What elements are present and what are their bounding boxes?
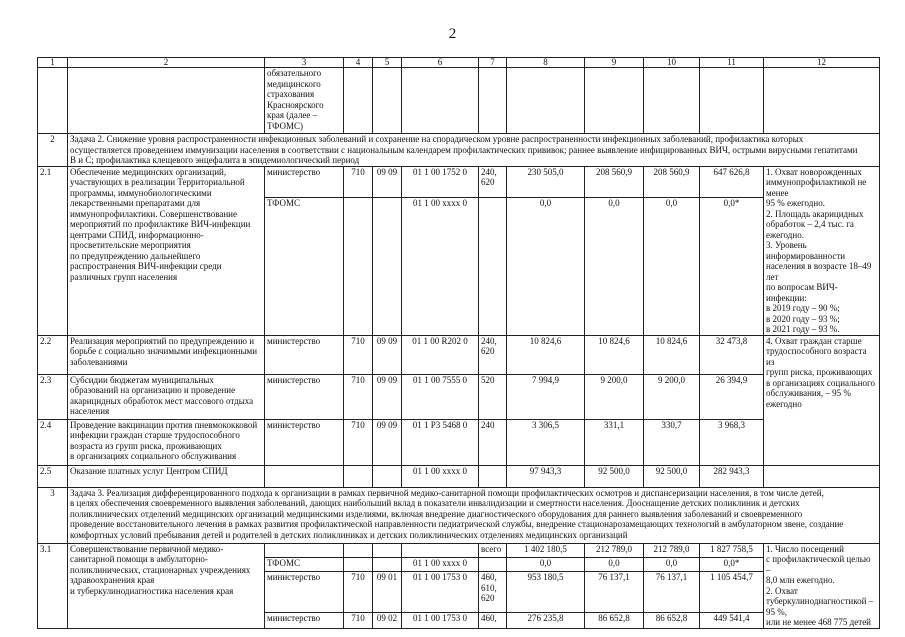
value-cell: 92 500,0 bbox=[644, 465, 700, 487]
value-cell: 92 500,0 bbox=[585, 465, 644, 487]
activity-name: Совершенствование первичной медико- санитарной помощи в амбулаторно- поликлинических, стационарных учреждениях здравоохранения края и туберкулинодиагностика населения края bbox=[68, 543, 265, 628]
rzpr-cell: 09 09 bbox=[373, 374, 402, 419]
row-number: 2.5 bbox=[38, 465, 68, 487]
task-text: Задача 2. Снижение уровня распространенности инфекционных заболеваний и сохранение на спорадическом уровне распространенности инфекционных заболеваний, профилактика которых осуществляется проведением иммунизации населения в соответствии с национальным календарем профилактических прививок; раннее выявление инфицированных ВИЧ, острыми вирусными гепатитами В и С; профилактика клещевого энцефалита в эпидемиологический период bbox=[68, 134, 880, 167]
row-number: 2.3 bbox=[38, 374, 68, 419]
vr-cell: всего bbox=[479, 543, 507, 557]
header-row bbox=[38, 58, 880, 68]
grbs-cell: 710 bbox=[344, 572, 373, 613]
vr-cell: 460, 610, 620 bbox=[479, 572, 507, 613]
value-cell: 3 968,3 bbox=[700, 419, 764, 465]
executor-cell: ТФОМС bbox=[265, 198, 344, 335]
value-cell: 0,0 bbox=[644, 557, 700, 571]
header-cell: 4 bbox=[344, 58, 373, 68]
value-cell: 0,0* bbox=[700, 557, 764, 571]
vr-cell: 520 bbox=[479, 374, 507, 419]
value-cell: 1 827 758,5 bbox=[700, 543, 764, 557]
row-number: 2.4 bbox=[38, 419, 68, 465]
csr-cell: 01 1 00 xxxx 0 bbox=[402, 198, 479, 335]
value-cell: 10 824,6 bbox=[507, 335, 585, 374]
value-cell: 282 943,3 bbox=[700, 465, 764, 487]
value-cell: 26 394,9 bbox=[700, 374, 764, 419]
task-number: 3 bbox=[38, 487, 68, 543]
header-cell: 12 bbox=[764, 58, 880, 68]
value-cell: 76 137,1 bbox=[644, 572, 700, 613]
task-number: 2 bbox=[38, 134, 68, 167]
table-row bbox=[38, 419, 880, 465]
activity-name: Реализация мероприятий по предупреждению и борьбе с социально значимыми инфекционными заболеваниями bbox=[68, 335, 265, 374]
table-row bbox=[38, 374, 880, 419]
continuation-row bbox=[38, 68, 880, 134]
executor-cell: министерство bbox=[265, 613, 344, 628]
csr-cell: 01 1 00 1752 0 bbox=[402, 166, 479, 198]
value-cell: 0,0 bbox=[507, 198, 585, 335]
value-cell: 230 505,0 bbox=[507, 166, 585, 198]
value-cell: 9 200,0 bbox=[644, 374, 700, 419]
rzpr-cell: 09 09 bbox=[373, 166, 402, 198]
value-cell: 0,0* bbox=[700, 198, 764, 335]
executor-cell: министерство bbox=[265, 374, 344, 419]
executor-cell: обязательного медицинского страхования Красноярского края (далее – ТФОМС) bbox=[265, 68, 344, 134]
value-cell: 331,1 bbox=[585, 419, 644, 465]
executor-cell: министерство bbox=[265, 419, 344, 465]
row-number: 3.1 bbox=[38, 543, 68, 628]
vr-cell: 240, 620 bbox=[479, 335, 507, 374]
task-row bbox=[38, 134, 880, 167]
csr-cell: 01 1 00 xxxx 0 bbox=[402, 557, 479, 571]
value-cell: 0,0 bbox=[585, 557, 644, 571]
value-cell: 953 180,5 bbox=[507, 572, 585, 613]
executor-cell: министерство bbox=[265, 572, 344, 613]
activity-name: Обеспечение медицинских организаций, участвующих в реализации Территориальной программы, иммунобиологическими лекарственными препаратами для иммунопрофилактики. Совершенствование мероприятий по профилактике ВИЧ-инфекции центрами СПИД, информационно- просветительские мероприятия по предупреждению дальнейшего распространения ВИЧ-инфекции среди различных групп населения bbox=[68, 166, 265, 335]
executor-cell: министерство bbox=[265, 166, 344, 198]
header-cell: 3 bbox=[265, 58, 344, 68]
executor-cell: ТФОМС bbox=[265, 557, 344, 571]
value-cell: 97 943,3 bbox=[507, 465, 585, 487]
csr-cell: 01 1 P3 5468 0 bbox=[402, 419, 479, 465]
vr-cell: 460, bbox=[479, 613, 507, 628]
table-row bbox=[38, 335, 880, 374]
value-cell: 10 824,6 bbox=[644, 335, 700, 374]
value-cell: 212 789,0 bbox=[644, 543, 700, 557]
row-number: 2.2 bbox=[38, 335, 68, 374]
result-cell: 4. Охват граждан старше трудоспособного возраста из групп риска, проживающих в организациях социального обслуживания, – 95 % ежегодно bbox=[764, 335, 880, 465]
csr-cell: 01 1 00 1753 0 bbox=[402, 613, 479, 628]
value-cell: 3 306,5 bbox=[507, 419, 585, 465]
value-cell: 76 137,1 bbox=[585, 572, 644, 613]
value-cell: 0,0 bbox=[644, 198, 700, 335]
value-cell: 212 789,0 bbox=[585, 543, 644, 557]
value-cell: 32 473,8 bbox=[700, 335, 764, 374]
value-cell: 0,0 bbox=[585, 198, 644, 335]
grbs-cell: 710 bbox=[344, 419, 373, 465]
task-row bbox=[38, 487, 880, 543]
header-cell: 6 bbox=[402, 58, 479, 68]
value-cell: 86 652,8 bbox=[585, 613, 644, 628]
activity-name: Оказание платных услуг Центром СПИД bbox=[68, 465, 265, 487]
value-cell: 449 541,4 bbox=[700, 613, 764, 628]
value-cell: 1 105 454,7 bbox=[700, 572, 764, 613]
value-cell: 1 402 180,5 bbox=[507, 543, 585, 557]
header-cell: 9 bbox=[585, 58, 644, 68]
csr-cell: 01 1 00 R202 0 bbox=[402, 335, 479, 374]
value-cell: 208 560,9 bbox=[585, 166, 644, 198]
value-cell: 208 560,9 bbox=[644, 166, 700, 198]
row-number: 2.1 bbox=[38, 166, 68, 335]
table-row bbox=[38, 166, 880, 198]
vr-cell: 240, 620 bbox=[479, 166, 507, 198]
header-cell: 5 bbox=[373, 58, 402, 68]
header-cell: 11 bbox=[700, 58, 764, 68]
value-cell: 9 200,0 bbox=[585, 374, 644, 419]
rzpr-cell: 09 09 bbox=[373, 335, 402, 374]
value-cell: 330,7 bbox=[644, 419, 700, 465]
activity-name: Проведение вакцинации против пневмококковой инфекции граждан старше трудоспособного возраста из групп риска, проживающих в организациях социального обслуживания bbox=[68, 419, 265, 465]
table-row bbox=[38, 465, 880, 487]
result-cell: 1. Охват новорожденных иммунопрофилактикой не менее 95 % ежегодно. 2. Площадь акарицидных обработок – 2,4 тыс. га ежегодно. 3. Уровень информированности населения в возрасте 18–49 лет по вопросам ВИЧ-инфекции: в 2019 году – 90 %; в 2020 году – 93 %; в 2021 году – 93 %. bbox=[764, 166, 880, 335]
value-cell: 647 626,8 bbox=[700, 166, 764, 198]
value-cell: 7 994,9 bbox=[507, 374, 585, 419]
task-text: Задача 3. Реализация дифференцированного подхода к организации в рамках первичной медико-санитарной помощи профилактических осмотров и диспансеризации населения, в том числе детей, в целях обеспечения своевременного выявления заболеваний, дающих наибольший вклад в показатели инвалидизации и смертности населения. Дооснащение детских поликлиник и детских поликлинических отделений медицинских организаций медицинскими изделиями, включая внедрение диагностического оборудования для раннего выявления заболеваний и своевременного проведение восстановительного лечения в рамках развития профилактической направленности педиатрической службы, внедрение стационарозамещающих технологий в амбулаторном звене, создание комфортных условий пребывания детей и родителей в детских поликлиниках и детских поликлинических отделениях медицинских организаций bbox=[68, 487, 880, 543]
page-number: 2 bbox=[448, 26, 457, 42]
header-cell: 7 bbox=[479, 58, 507, 68]
value-cell: 276 235,8 bbox=[507, 613, 585, 628]
program-table bbox=[37, 57, 880, 629]
result-cell: 1. Число посещений с профилактической целью – 8,0 млн ежегодно. 2. Охват туберкулинодиагностикой – 95 %, или не менее 468 775 детей bbox=[764, 543, 880, 628]
grbs-cell: 710 bbox=[344, 613, 373, 628]
grbs-cell: 710 bbox=[344, 335, 373, 374]
csr-cell: 01 1 00 1753 0 bbox=[402, 572, 479, 613]
table-row bbox=[38, 543, 880, 557]
activity-name: Субсидии бюджетам муниципальных образований на организацию и проведение акарицидных обработок мест массового отдыха населения bbox=[68, 374, 265, 419]
header-cell: 1 bbox=[38, 58, 68, 68]
executor-cell: министерство bbox=[265, 335, 344, 374]
value-cell: 10 824,6 bbox=[585, 335, 644, 374]
grbs-cell: 710 bbox=[344, 374, 373, 419]
header-cell: 2 bbox=[68, 58, 265, 68]
csr-cell: 01 1 00 xxxx 0 bbox=[402, 465, 479, 487]
rzpr-cell: 09 09 bbox=[373, 419, 402, 465]
header-cell: 8 bbox=[507, 58, 585, 68]
header-cell: 10 bbox=[644, 58, 700, 68]
grbs-cell: 710 bbox=[344, 166, 373, 198]
value-cell: 0,0 bbox=[507, 557, 585, 571]
rzpr-cell: 09 02 bbox=[373, 613, 402, 628]
value-cell: 86 652,8 bbox=[644, 613, 700, 628]
vr-cell: 240 bbox=[479, 419, 507, 465]
rzpr-cell: 09 01 bbox=[373, 572, 402, 613]
csr-cell: 01 1 00 7555 0 bbox=[402, 374, 479, 419]
